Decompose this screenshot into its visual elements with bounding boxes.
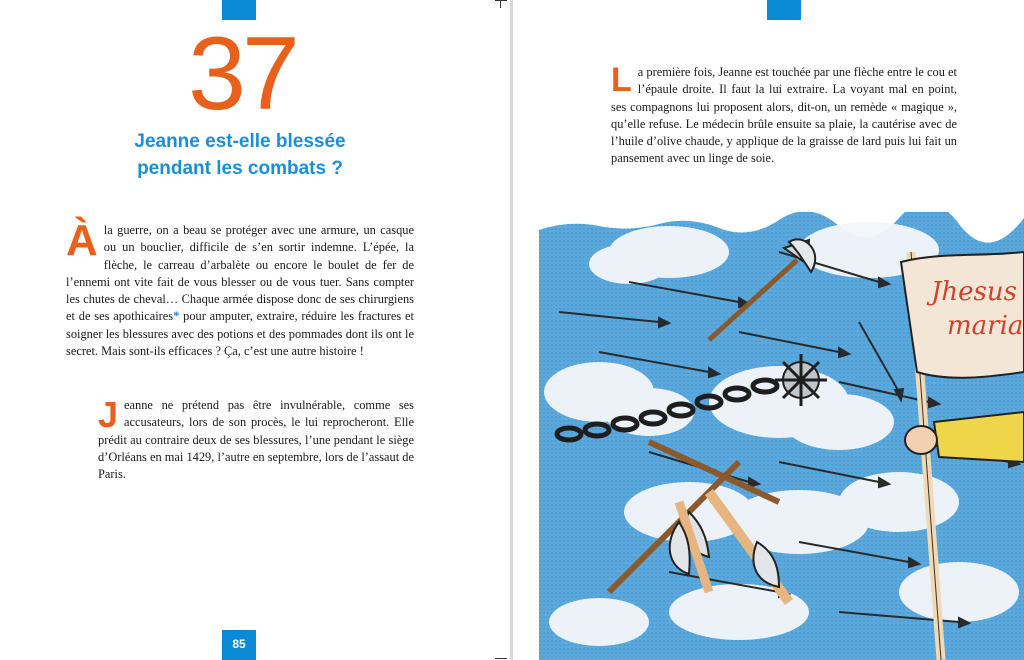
question-title — [90, 128, 390, 182]
battle-scene-image — [539, 212, 1024, 660]
paragraph-text: eanne ne prétend pas être invulnérable, comme ses accusateurs, lors de son procès, le lui reprocheront. Elle prédit au contraire deux de ses blessures, l’une pendant le siège d’Orléans en mai 1429, l’autre en septembre, lors de l’assaut de Paris. — [98, 398, 414, 482]
question-title-line: pendant les combats ? — [137, 158, 343, 179]
page-number: 85 — [222, 630, 256, 660]
drop-cap: L — [611, 61, 632, 99]
paragraph-text: a première fois, Jeanne est touchée par une flèche entre le cou et l’épaule droite. Il faut la lui extraire. La voyant mal en point, ses compagnons lui proposent alors, dit-on, un remède « magique », qu’elle refuse. Le médecin brûle ensuite sa plaie, la cautérise avec de l’huile d’olive chaude, y applique de la graisse de lard puis lui fait un pansement avec un linge de soie. — [611, 65, 957, 166]
crop-mark — [495, 658, 507, 659]
chapter-number: 37 — [188, 16, 296, 132]
glossary-asterisk[interactable]: * — [173, 309, 180, 324]
banner-text-line: maria — [947, 311, 1024, 341]
paragraph-intro — [66, 216, 415, 360]
paragraph-text: pour amputer, extraire, réduire les fractures et soigner les blessures avec des potions et des pommades dont ils ont le secret. Mais sont-ils efficaces ? Ça, c’est une autre histoire ! — [66, 309, 415, 359]
paragraph-wound — [611, 61, 957, 168]
question-title-line: Jeanne est-elle blessée — [134, 131, 346, 152]
left-page — [0, 0, 511, 660]
battle-illustration — [539, 212, 1024, 660]
drop-cap: À — [66, 216, 98, 265]
section-tab-marker — [767, 0, 801, 20]
right-page — [513, 0, 1024, 660]
crop-mark — [495, 0, 507, 1]
drop-cap: J — [98, 394, 119, 435]
banner-text-line: Jhesus — [931, 277, 1017, 307]
paragraph-prediction — [98, 394, 414, 483]
paragraph-text: la guerre, on a beau se protéger avec une armure, un casque ou un bouclier, difficile de s’en sortir indemne. L’épée, la flèche, le carreau d’arbalète ou encore le boulet de fer de l’ennemi ont vite fait de vous blesser ou de vous tuer. Sans compter les chutes de cheval… Chaque armée dispose donc de ses chirurgiens et de ses apothicaires — [66, 223, 414, 324]
crop-mark — [500, 0, 501, 8]
